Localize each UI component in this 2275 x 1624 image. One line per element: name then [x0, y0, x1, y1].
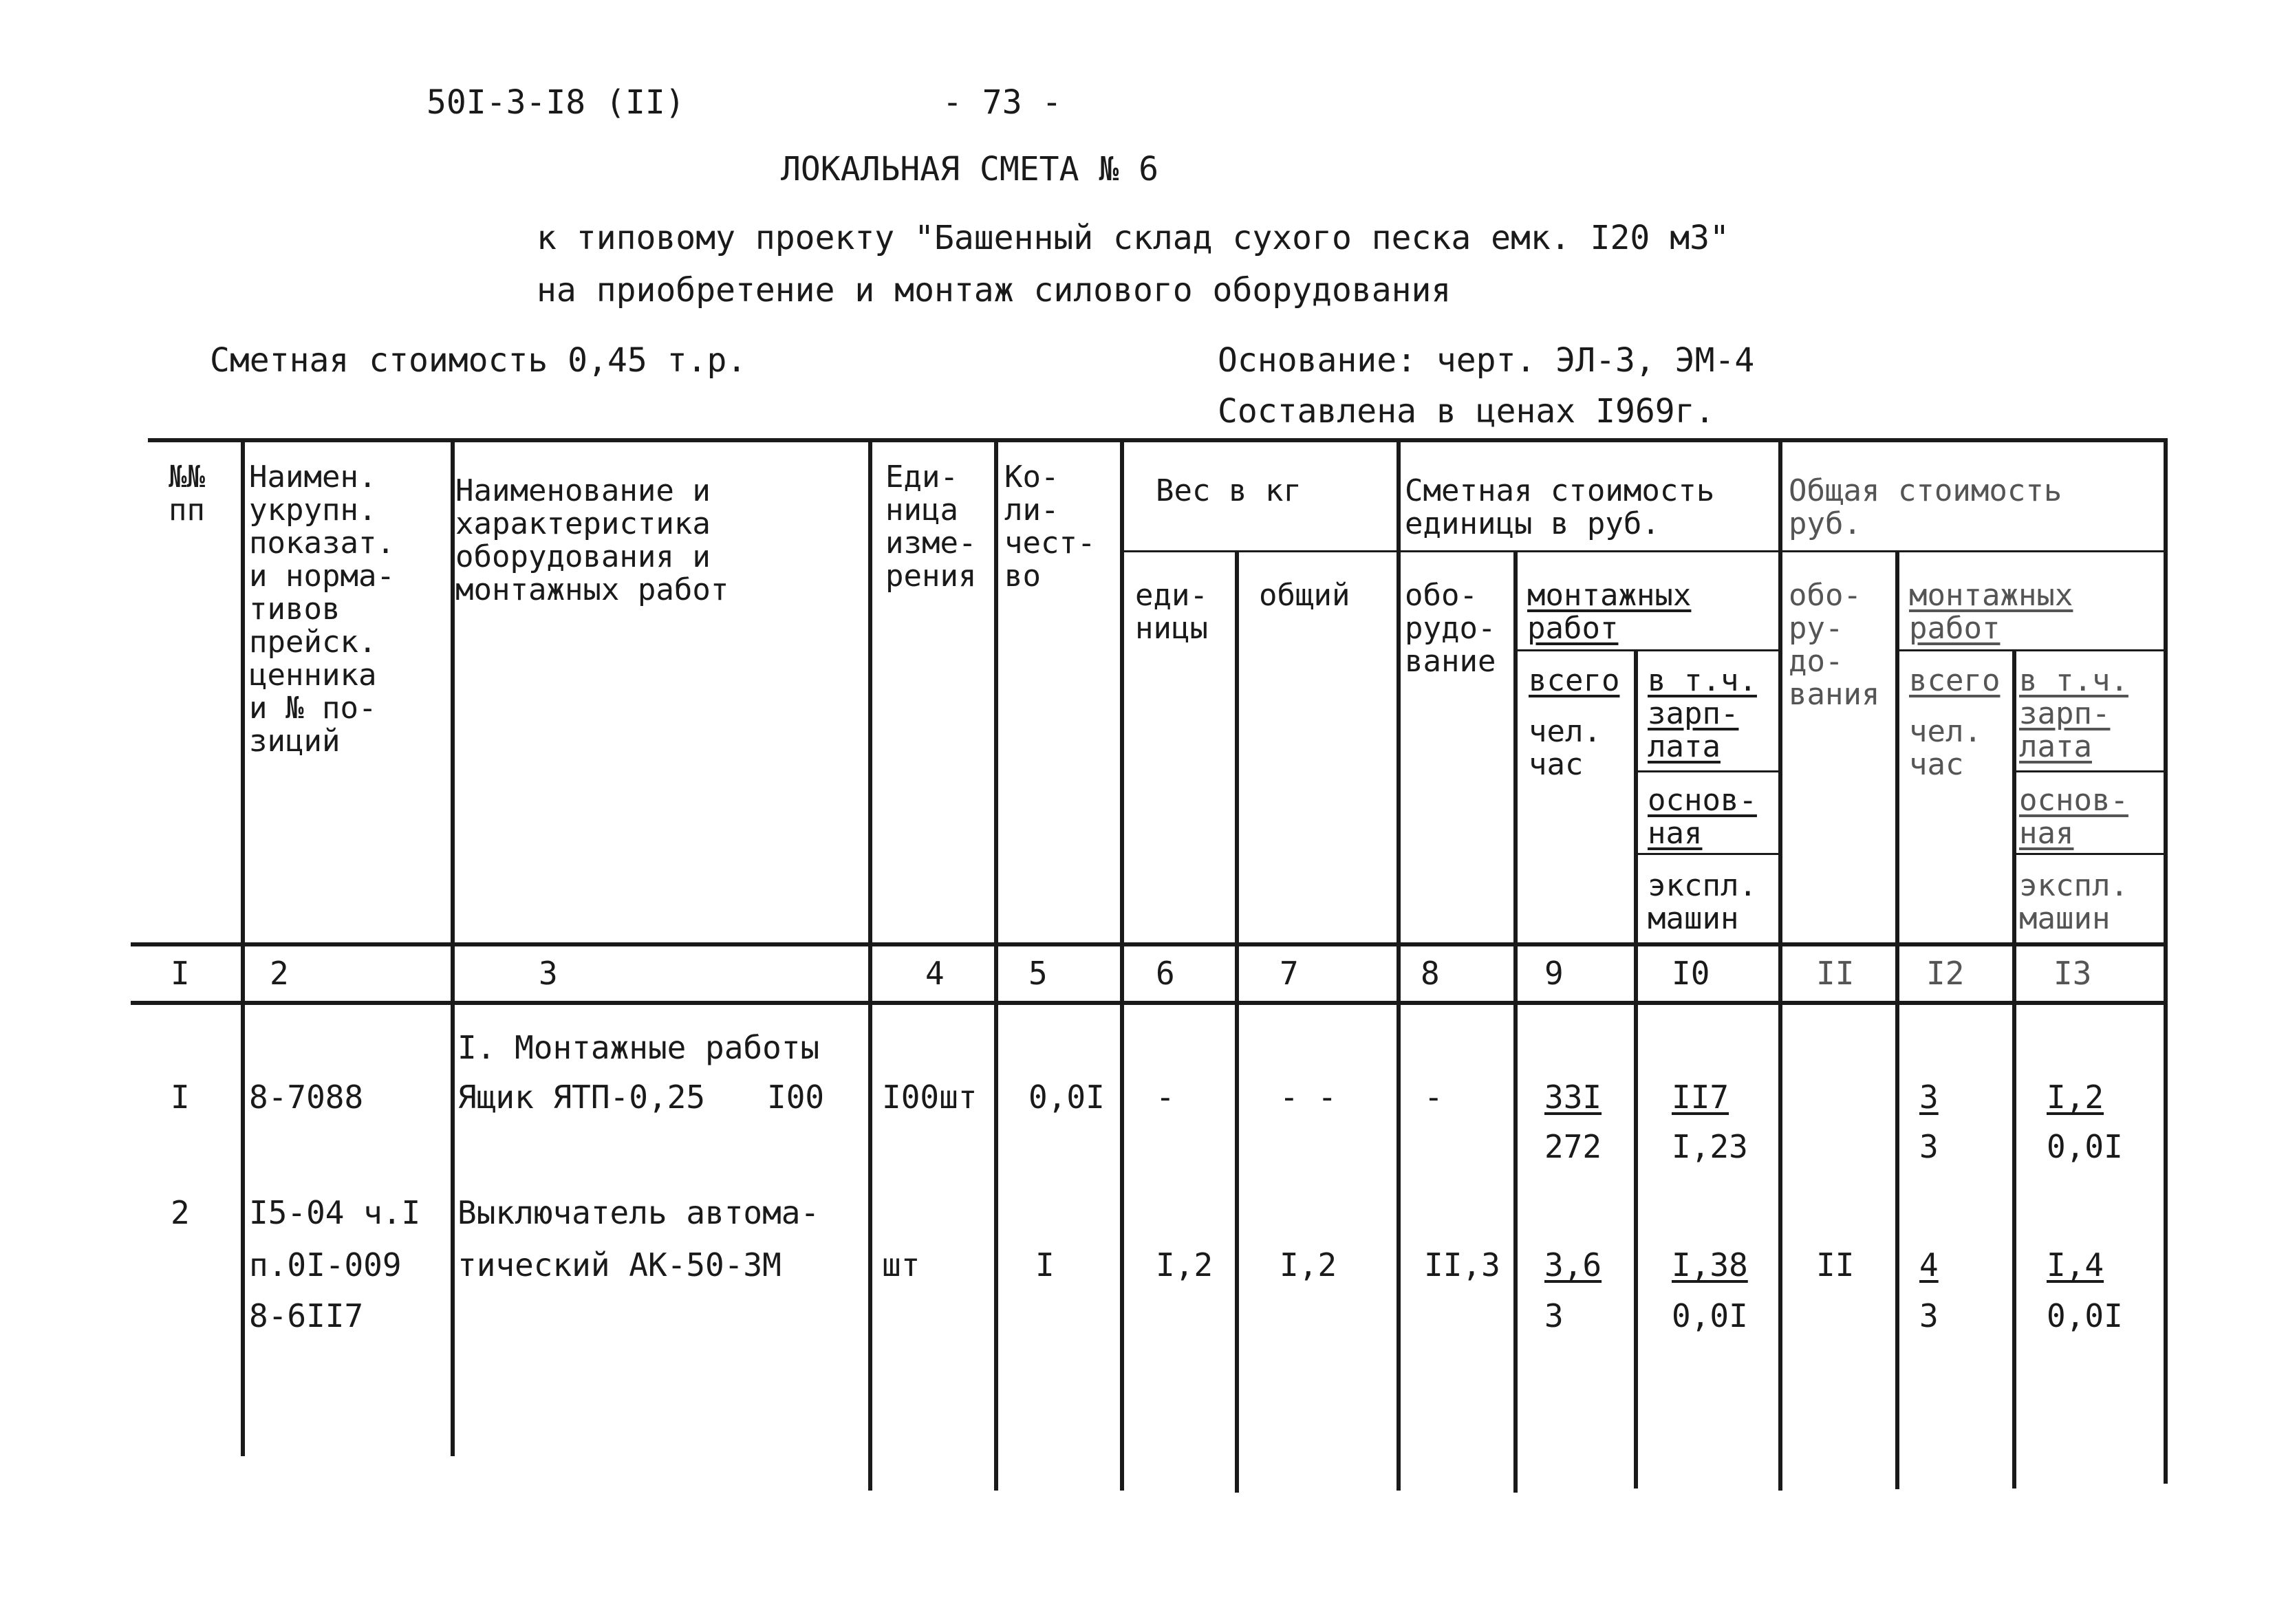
col-divider-6	[1235, 550, 1239, 1493]
row2-qty: I	[1035, 1246, 1055, 1284]
row1-code: 8-7088	[249, 1079, 364, 1116]
unit-mount-rule	[1517, 649, 1778, 651]
row2-weight-total: I,2	[1280, 1246, 1337, 1284]
doc-code: 50I-3-I8 (II)	[427, 83, 685, 122]
col-divider-13	[2164, 438, 2168, 1484]
col-divider-3	[868, 438, 872, 1491]
total-salary-rule-2	[2016, 853, 2164, 855]
row1-total-mount-machines: 0,0I	[2047, 1128, 2123, 1165]
col-number-5: 5	[1028, 955, 1048, 992]
col-number-7: 7	[1280, 955, 1299, 992]
col-divider-7	[1397, 438, 1401, 1491]
total-mount-rule	[1899, 649, 2164, 651]
page-number: - 73 -	[942, 83, 1062, 122]
col-number-8: 8	[1421, 955, 1440, 992]
column-number-rule	[131, 1001, 2167, 1005]
row2-code-line-3: 8-6II7	[249, 1297, 364, 1334]
col-number-9: 9	[1544, 955, 1564, 992]
document-title: ЛОКАЛЬНАЯ СМЕТА № 6	[781, 150, 1159, 188]
header-unit-total: всего	[1529, 663, 1620, 698]
header-col-unit: Еди- ница изме- рения	[885, 459, 977, 594]
section-title: I. Монтажные работы	[457, 1029, 820, 1066]
unit-salary-rule-2	[1637, 853, 1778, 855]
row1-number: I	[171, 1079, 190, 1116]
header-total-machines: экспл. машин	[2019, 868, 2128, 936]
row2-unit-equip: II,3	[1424, 1246, 1500, 1284]
row1-name: Ящик ЯТП-0,25	[457, 1079, 706, 1116]
row1-total-mount-salary: I,2	[2047, 1079, 2104, 1116]
col-number-4: 4	[925, 955, 945, 992]
row1-weight-total: - -	[1280, 1079, 1337, 1116]
header-total-mount: монтажных работ	[1909, 578, 2073, 646]
header-unit-machines: экспл. машин	[1648, 868, 1757, 936]
col-divider-10	[1778, 438, 1782, 1491]
header-col-number: №№ пп	[169, 459, 205, 528]
header-total-manhours: чел. час	[1909, 714, 1982, 782]
row1-qty: 0,0I	[1028, 1079, 1105, 1116]
row1-total-mount-total: 3	[1919, 1079, 1939, 1116]
header-col-code: Наимен. укрупн. показат. и норма- тивов прейск. ценника и № по- зиций	[249, 459, 395, 759]
price-level: Составлена в ценах I969г.	[1218, 392, 1715, 431]
row2-code-line-2: п.0I-009	[249, 1246, 402, 1284]
header-col-name: Наименование и характеристика оборудования и монтажных работ	[455, 473, 729, 607]
row2-name-line-1: Выключатель автома-	[457, 1194, 820, 1231]
row2-total-mount-total: 4	[1919, 1246, 1939, 1284]
header-unit-manhours: чел. час	[1529, 714, 1602, 782]
header-total-salary: в т.ч. зарп- лата	[2019, 663, 2128, 764]
row2-unit-mount-salary: I,38	[1672, 1246, 1748, 1284]
col-divider-4	[994, 438, 998, 1491]
total-cost-subheader-rule	[1780, 550, 2166, 552]
col-divider-8	[1513, 550, 1518, 1493]
row1-unit-equip: -	[1424, 1079, 1443, 1116]
row1-unit-mount-total: 33I	[1544, 1079, 1602, 1116]
col-number-11: II	[1816, 955, 1855, 992]
header-weight-total: общий	[1259, 578, 1350, 613]
row1-unit-mount-machines: I,23	[1672, 1128, 1748, 1165]
unit-salary-rule-1	[1637, 770, 1778, 772]
header-unit-salary: в т.ч. зарп- лата	[1648, 663, 1757, 764]
header-total-main: основ- ная	[2019, 783, 2128, 851]
weight-subheader-rule	[1120, 550, 1399, 552]
row2-code-line-1: I5-04 ч.I	[249, 1194, 421, 1231]
row1-unit: I00шт	[882, 1079, 978, 1116]
header-unit-cost: Сметная стоимость единицы в руб.	[1405, 473, 1715, 541]
col-divider-2	[451, 438, 455, 1456]
row1-unit-mount-salary: II7	[1672, 1079, 1729, 1116]
header-unit-mount: монтажных работ	[1527, 578, 1692, 646]
col-divider-9	[1634, 649, 1638, 1488]
header-unit-main: основ- ная	[1648, 783, 1757, 851]
row2-number: 2	[171, 1194, 190, 1231]
header-bottom-rule	[131, 942, 2167, 946]
subtitle-line-1: к типовому проекту "Башенный склад сухого песка емк. I20 м3"	[537, 219, 1729, 257]
col-number-12: I2	[1926, 955, 1965, 992]
header-col-qty: Ко- ли- чест- во	[1004, 459, 1096, 594]
row2-unit: шт	[882, 1246, 920, 1284]
row2-weight-unit: I,2	[1156, 1246, 1214, 1284]
col-number-3: 3	[539, 955, 558, 992]
row1-total-mount-manhours: 3	[1919, 1128, 1939, 1165]
col-divider-1	[241, 438, 245, 1456]
header-total-total: всего	[1909, 663, 2001, 698]
row2-unit-mount-total: 3,6	[1544, 1246, 1602, 1284]
col-number-1: I	[171, 955, 190, 992]
header-weight-unit: еди- ницы	[1135, 578, 1208, 646]
row1-unit-mount-manhours: 272	[1544, 1128, 1602, 1165]
total-salary-rule-1	[2016, 770, 2164, 772]
row2-total-mount-machines: 0,0I	[2047, 1297, 2123, 1334]
header-total-equip: обо- ру- до- вания	[1789, 578, 1880, 712]
row1-name-qty: I00	[767, 1079, 825, 1116]
col-number-10: I0	[1672, 955, 1710, 992]
estimated-cost: Сметная стоимость 0,45 т.р.	[210, 341, 747, 380]
header-total-cost: Общая стоимость руб.	[1789, 473, 2062, 541]
row2-name-line-2: тический АК-50-3М	[457, 1246, 781, 1284]
header-weight: Вес в кг	[1156, 473, 1302, 508]
basis: Основание: черт. ЭЛ-3, ЭМ-4	[1218, 341, 1755, 380]
col-divider-5	[1120, 438, 1124, 1491]
col-number-13: I3	[2053, 955, 2092, 992]
row2-unit-mount-machines: 0,0I	[1672, 1297, 1748, 1334]
row1-weight-unit: -	[1156, 1079, 1175, 1116]
col-divider-12	[2012, 649, 2016, 1488]
row2-total-mount-salary: I,4	[2047, 1246, 2104, 1284]
subtitle-line-2: на приобретение и монтаж силового оборудования	[537, 271, 1452, 310]
unit-cost-subheader-rule	[1399, 550, 1780, 552]
row2-total-mount-manhours: 3	[1919, 1297, 1939, 1334]
row2-total-equip: II	[1816, 1246, 1855, 1284]
row2-unit-mount-manhours: 3	[1544, 1297, 1564, 1334]
col-number-6: 6	[1156, 955, 1175, 992]
header-unit-equip: обо- рудо- вание	[1405, 578, 1496, 679]
col-number-2: 2	[270, 955, 289, 992]
col-divider-11	[1895, 550, 1899, 1489]
